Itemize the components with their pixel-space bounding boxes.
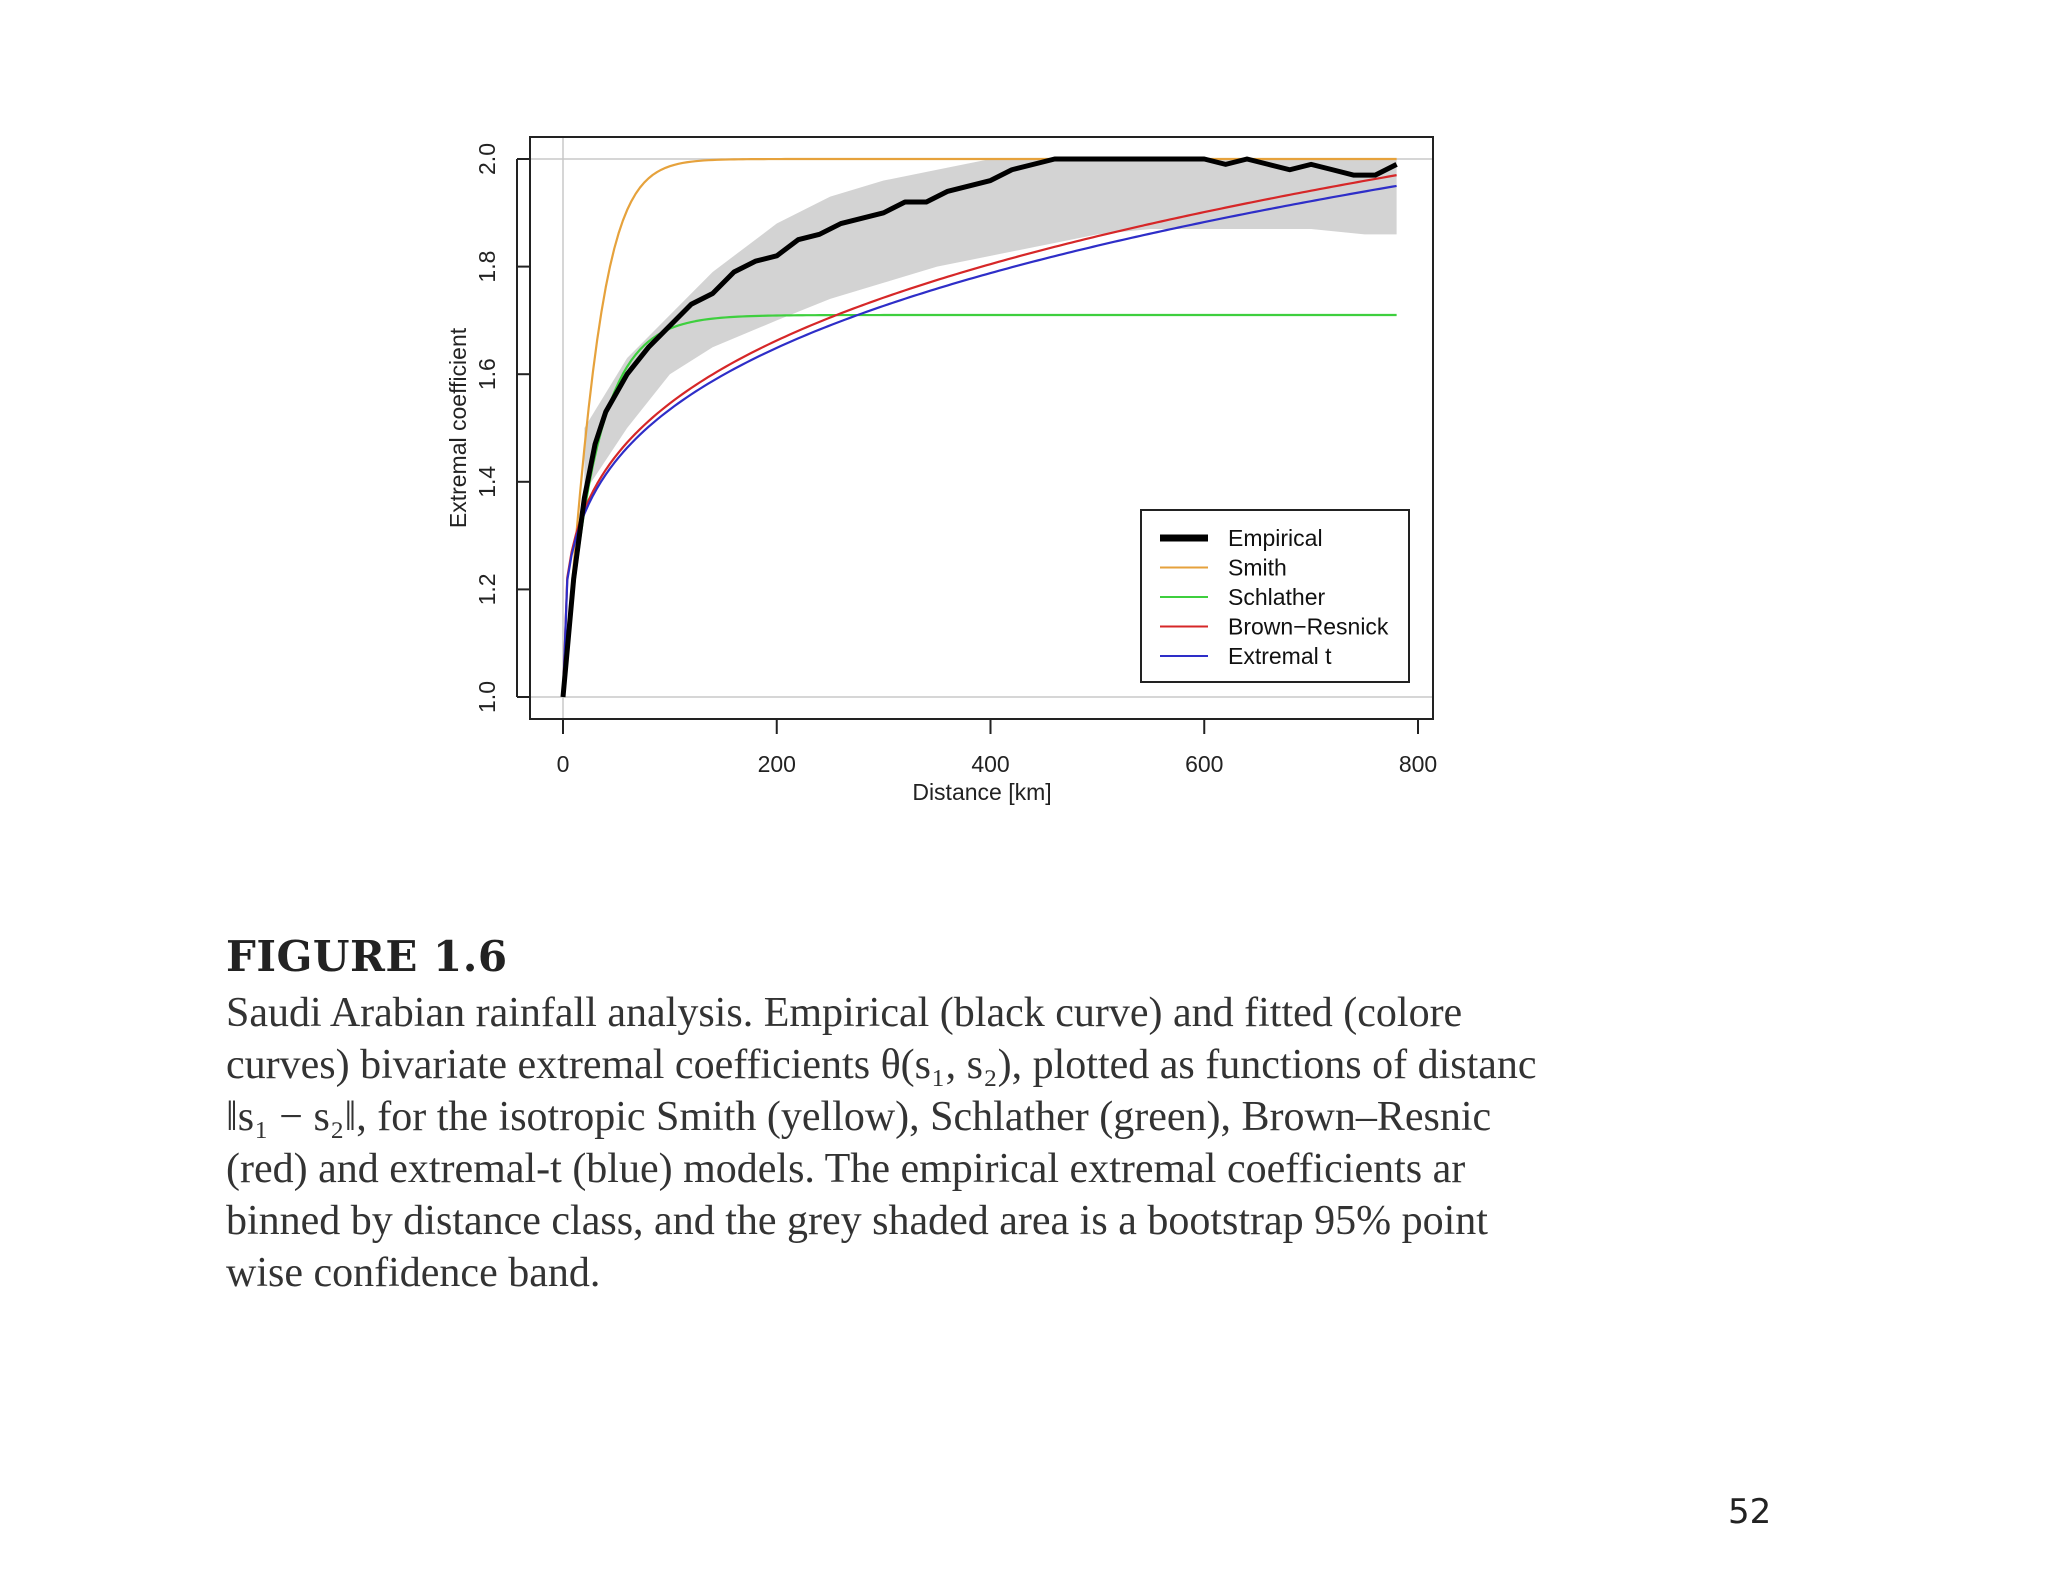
y-tick-label: 1.8 — [474, 250, 500, 283]
page-number: 52 — [1728, 1492, 1772, 1532]
y-axis-label: Extremal coefficient — [445, 327, 471, 529]
caption-line: binned by distance class, and the grey shaded area is a bootstrap 95% point — [226, 1198, 1488, 1244]
caption-text — [226, 987, 1656, 1299]
y-tick-label: 1.0 — [474, 681, 500, 713]
y-tick-label: 1.4 — [474, 465, 500, 498]
legend-label: Brown−Resnick — [1228, 613, 1389, 640]
legend-label: Empirical — [1228, 525, 1323, 551]
x-tick-label: 800 — [1398, 751, 1438, 777]
x-axis-label: Distance [km] — [912, 779, 1052, 805]
legend-label: Extremal t — [1228, 643, 1332, 669]
caption-line: curves) bivariate extremal coefficients θ(s₁, s₂), plotted as functions of distanc — [226, 1042, 1537, 1088]
caption-line: ‖s₁ − s₂‖, for the isotropic Smith (yellow), Schlather (green), Brown–Resnic — [226, 1094, 1492, 1140]
y-tick-label: 1.6 — [474, 358, 500, 391]
y-tick-label: 1.2 — [474, 573, 500, 606]
x-tick-label: 0 — [556, 751, 570, 777]
caption-line: (red) and extremal-t (blue) models. The empirical extremal coefficients ar — [226, 1146, 1466, 1192]
legend — [1141, 510, 1409, 682]
legend-label: Schlather — [1228, 584, 1326, 610]
legend-label: Smith — [1228, 554, 1287, 581]
x-tick-label: 400 — [971, 751, 1010, 777]
caption-line: Saudi Arabian rainfall analysis. Empirical (black curve) and fitted (colore — [226, 990, 1463, 1036]
figure-caption — [226, 932, 1656, 1299]
x-tick-label: 600 — [1185, 751, 1224, 777]
caption-line: wise confidence band. — [226, 1250, 601, 1296]
y-tick-label: 2.0 — [474, 143, 500, 175]
x-tick-label: 200 — [757, 751, 796, 777]
figure-title: FIGURE 1.6 — [226, 932, 508, 981]
